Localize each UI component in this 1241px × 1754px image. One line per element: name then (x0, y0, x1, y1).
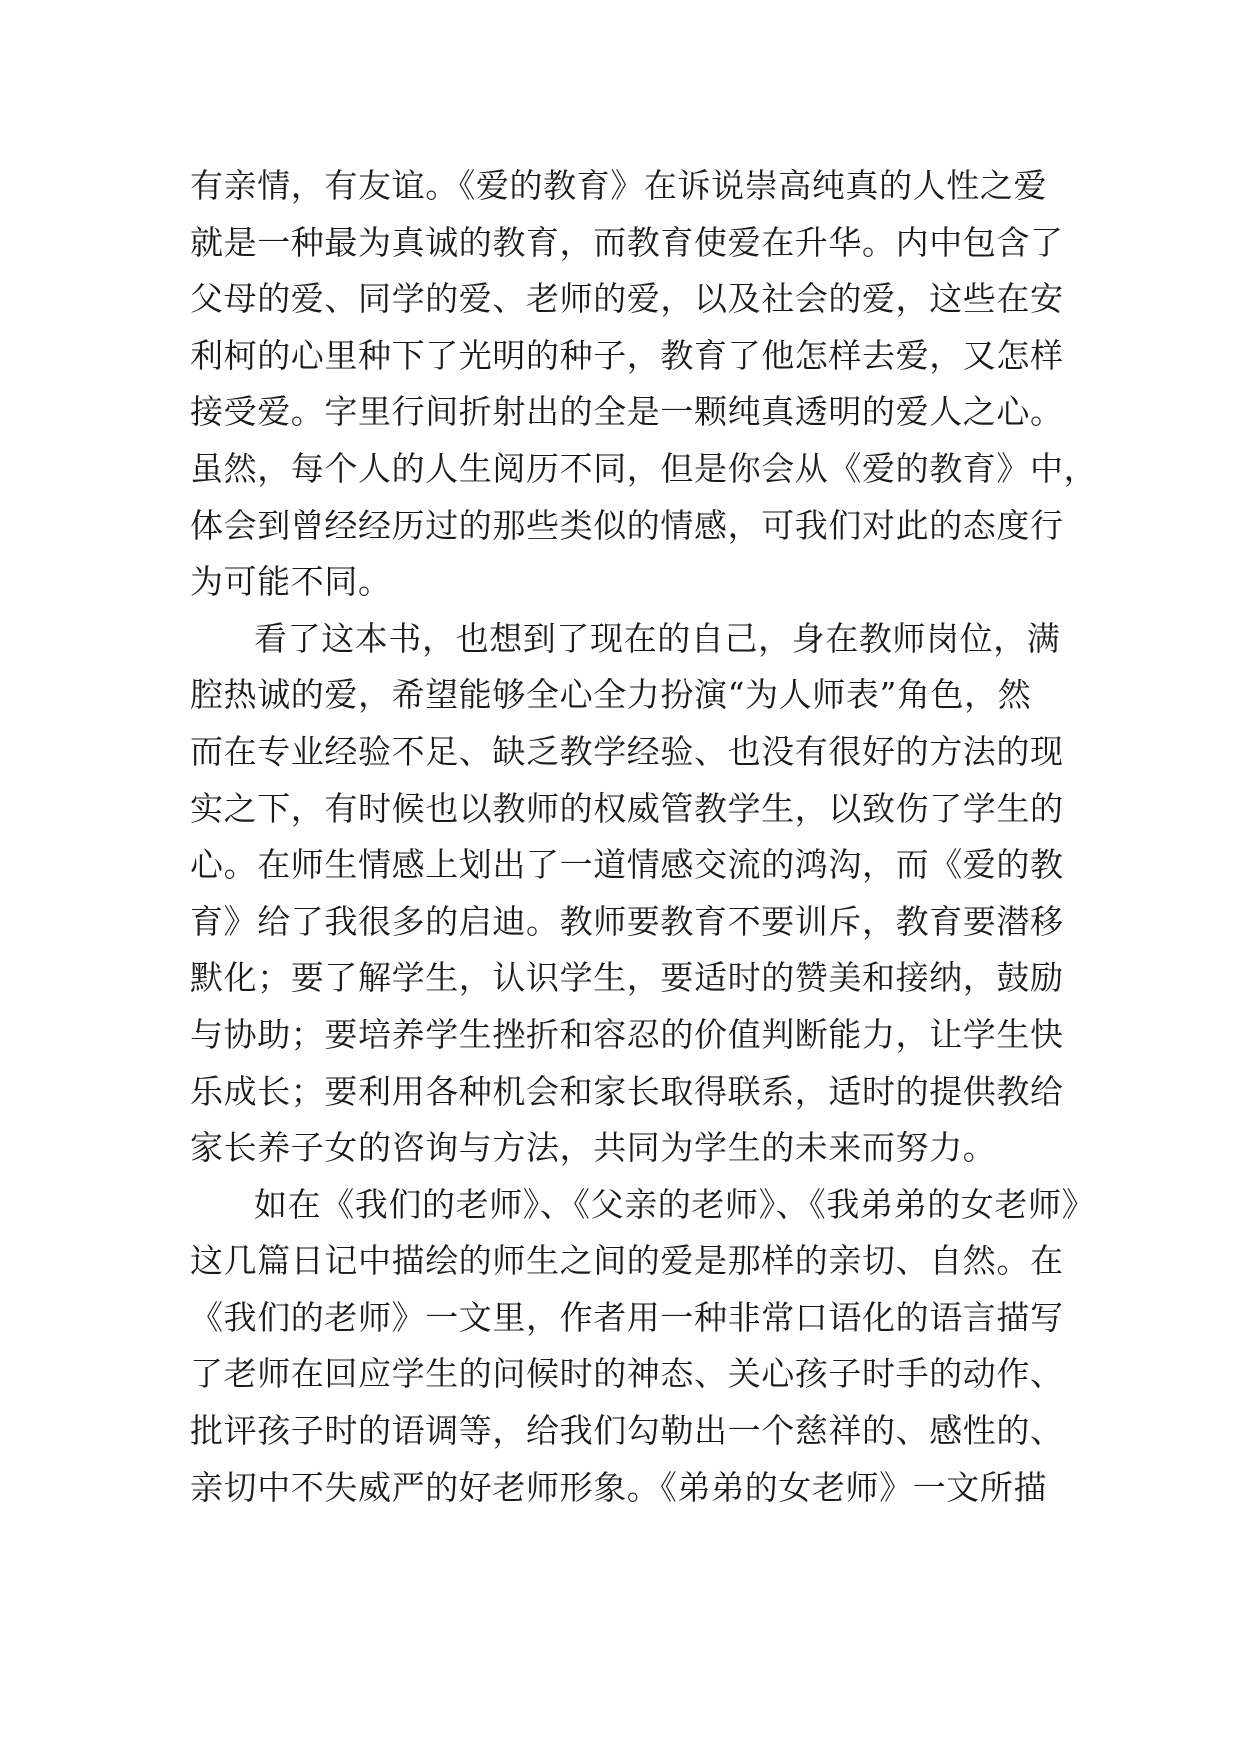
text-line: 家长养子女的咨询与方法，共同为学生的未来而努力。 (190, 1128, 997, 1168)
text-line: 《我们的老师》一文里，作者用一种非常口语化的语言描写 (190, 1297, 1064, 1337)
text-line: 接受爱。字里行间折射出的全是一颗纯真透明的爱人之心。 (190, 392, 1064, 432)
text-line: 亲切中不失威严的好老师形象。《弟弟的女老师》一文所描 (190, 1467, 1048, 1507)
text-line: 父母的爱、同学的爱、老师的爱，以及社会的爱，这些在安 (190, 279, 1064, 319)
text-line: 默化；要了解学生，认识学生，要适时的赞美和接纳，鼓励 (190, 958, 1064, 998)
text-line: 体会到曾经经历过的那些类似的情感，可我们对此的态度行 (190, 505, 1064, 545)
text-line: 虽然，每个人的人生阅历不同，但是你会从《爱的教育》中， (190, 448, 1098, 488)
text-line: 心。在师生情感上划出了一道情感交流的鸿沟，而《爱的教 (190, 845, 1064, 885)
paragraph-start-line: 如在《我们的老师》、《父亲的老师》、《我弟弟的女老师》 (254, 1184, 1096, 1224)
text-line: 有亲情，有友谊。《爱的教育》在诉说崇高纯真的人性之爱 (190, 166, 1048, 205)
text-line: 为可能不同。 (190, 562, 392, 602)
text-line: 就是一种最为真诚的教育，而教育使爱在升华。内中包含了 (190, 222, 1064, 262)
text-line: 利柯的心里种下了光明的种子，教育了他怎样去爱，又怎样 (190, 335, 1064, 375)
text-line: 实之下，有时候也以教师的权威管教学生，以致伤了学生的 (190, 788, 1064, 828)
paragraph-start-line: 看了这本书，也想到了现在的自己，身在教师岗位，满 (254, 618, 1061, 658)
text-line: 而在专业经验不足、缺乏教学经验、也没有很好的方法的现 (190, 731, 1064, 771)
text-line: 育》给了我很多的启迪。教师要教育不要训斥，教育要潜移 (190, 901, 1064, 941)
text-line: 了老师在回应学生的问候时的神态、关心孩子时手的动作、 (190, 1354, 1064, 1394)
text-line: 批评孩子时的语调等，给我们勾勒出一个慈祥的、感性的、 (190, 1411, 1064, 1451)
text-line: 乐成长；要利用各种机会和家长取得联系，适时的提供教给 (190, 1071, 1064, 1111)
text-line: 与协助；要培养学生挫折和容忍的价值判断能力，让学生快 (190, 1014, 1064, 1054)
text-line: 这几篇日记中描绘的师生之间的爱是那样的亲切、自然。在 (190, 1241, 1064, 1281)
text-line: 腔热诚的爱，希望能够全心全力扮演“为人师表”角色，然 (190, 675, 1032, 715)
document-body (190, 158, 1098, 1516)
